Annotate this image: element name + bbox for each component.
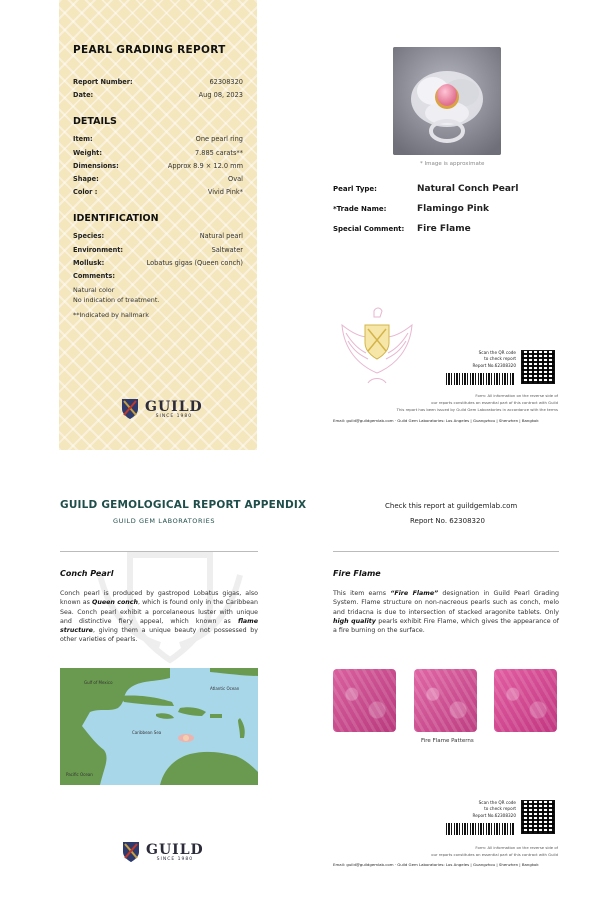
- guild-logo-text: GUILD: [145, 398, 203, 415]
- fire-text-2: designation in Guild Pearl Grading System. Flame structure on non-nacreous pearls such as conch, melo and tridacna is due to intersection of stacked aragonite tablets. Only: [333, 590, 559, 616]
- details-row: [73, 186, 243, 199]
- special-comment-row: [333, 224, 533, 244]
- map-label-gulf: Gulf of Mexico: [84, 680, 113, 685]
- pearl-ring-image: [393, 47, 501, 155]
- details-row: [73, 133, 243, 146]
- conch-emphasis-2: flame structure: [60, 617, 258, 635]
- contact-line-bottom: Email: guild@guildgemlab.com · Guild Gem Laboratories: Los Angeles | Guangzhou | Shenzhen | Bangkok: [333, 862, 539, 867]
- guild-shield-icon: [121, 398, 139, 420]
- eagle-crest-watermark: [338, 303, 416, 387]
- details-label: Color :: [73, 188, 98, 197]
- conch-text-1: Conch pearl is produced by gastropod Lobatus gigas, also known as: [60, 590, 258, 607]
- comment-no-treatment: No indication of treatment.: [73, 295, 160, 304]
- special-comment-value: Fire Flame: [417, 224, 471, 234]
- guild-since-text: SINCE 1980: [155, 413, 193, 419]
- qr-code[interactable]: [521, 350, 555, 384]
- appendix-title: GUILD GEMOLOGICAL REPORT APPENDIX: [60, 499, 307, 511]
- barcode-bottom: [446, 823, 514, 835]
- guild-logo-bottom: [122, 841, 204, 863]
- conch-pearl-paragraph: [60, 589, 258, 645]
- legal-text-2: our reports constitutes an essential part of this contract with Guild: [431, 400, 558, 405]
- guild-shield-icon-bottom: [122, 841, 140, 863]
- report-number-row: [73, 76, 243, 89]
- conch-text-3: , giving them a unique beauty not possessed by other varieties of pearls.: [60, 627, 258, 644]
- appendix-report-no: Report No. 62308320: [410, 517, 485, 525]
- identification-row: [73, 230, 243, 243]
- identification-row: [73, 257, 243, 270]
- details-value: Approx 8.9 × 12.0 mm: [167, 161, 243, 170]
- report-title: PEARL GRADING REPORT: [73, 44, 226, 56]
- details-row: [73, 160, 243, 173]
- fire-flame-heading: Fire Flame: [333, 569, 381, 578]
- check-report-text: Check this report at guildgemlab.com: [385, 502, 518, 510]
- appendix-subtitle: GUILD GEM LABORATORIES: [113, 517, 216, 525]
- report-number-value: 62308320: [209, 78, 243, 86]
- map-label-atlantic: Atlantic Ocean: [210, 686, 240, 691]
- details-value: One pearl ring: [195, 135, 243, 144]
- details-label: Dimensions:: [73, 161, 119, 170]
- map-label-caribbean: Caribbean Sea: [132, 730, 162, 735]
- conch-emphasis-1: Queen conch: [92, 599, 138, 607]
- barcode: [446, 373, 514, 385]
- contact-line: Email: guild@guildgemlab.com · Guild Gem Laboratories: Los Angeles | Guangzhou | Shenzhen | Bangkok: [333, 418, 539, 423]
- scan-qr-text-2-bottom: to check report: [484, 806, 516, 811]
- report-no-small-bottom: Report No.62308320: [472, 813, 516, 818]
- conch-pearl-heading: Conch Pearl: [60, 569, 114, 578]
- scan-qr-text-1: Scan the QR code: [478, 350, 516, 355]
- trade-name-row: [333, 204, 533, 224]
- pearl-ring-photo: [393, 47, 501, 155]
- guild-logo-text-bottom: GUILD: [146, 841, 204, 858]
- legal-text-2-bottom: our reports constitutes an essential part of this contract with Guild: [431, 852, 558, 857]
- report-date-value: Aug 08, 2023: [198, 91, 243, 100]
- details-heading: DETAILS: [73, 116, 117, 128]
- swatch-caption: Fire Flame Patterns: [421, 738, 474, 744]
- hallmark-note: **Indicated by hallmark: [73, 311, 149, 320]
- details-value: 7.885 carats**: [194, 148, 243, 157]
- details-label: Item:: [73, 135, 93, 144]
- guild-since-text-bottom: SINCE 1980: [156, 856, 194, 862]
- report-date-label: Date:: [73, 91, 94, 100]
- fire-emphasis-1: “Fire Flame”: [390, 590, 439, 597]
- identification-value: Saltwater: [211, 245, 243, 254]
- caribbean-map-image: [60, 668, 258, 785]
- fire-text-3: pearls exhibit Fire Flame, which gives the appearance of a fire burning on the surface.: [333, 617, 559, 635]
- scan-qr-text-2: to check report: [484, 356, 516, 361]
- pearl-type-value: Natural Conch Pearl: [417, 184, 519, 194]
- special-comment-label: Special Comment:: [333, 225, 405, 233]
- report-date-row: [73, 89, 243, 102]
- report-no-small: Report No.62308320: [472, 363, 516, 368]
- conch-text-2: , which is found only in the Caribbean Sea. Conch pearl exhibit a porcelaneous luster with unique and distinctive fiery appeal, which known as: [60, 599, 258, 625]
- identification-label: Species:: [73, 232, 105, 241]
- grading-report-card: [59, 0, 257, 450]
- trade-name-value: Flamingo Pink: [417, 204, 490, 214]
- map-label-pacific: Pacific Ocean: [66, 772, 93, 777]
- legal-text-3: This report has been issued by Guild Gem Laboratories in accordance with the terms: [396, 407, 558, 412]
- identification-heading: IDENTIFICATION: [73, 213, 159, 225]
- details-label: Weight:: [73, 148, 102, 157]
- fire-flame-swatch-3: [494, 669, 557, 732]
- divider-right: [333, 551, 559, 552]
- fire-text-1: This item earns: [333, 590, 391, 597]
- details-row: [73, 173, 243, 186]
- fire-flame-swatch-1: [333, 669, 396, 732]
- details-value: Oval: [228, 175, 243, 184]
- details-value: Vivid Pink*: [207, 188, 243, 197]
- trade-name-label: *Trade Name:: [333, 205, 387, 213]
- photo-caption: * Image is approximate: [420, 161, 485, 167]
- identification-label: Environment:: [73, 245, 124, 254]
- comments-row: [73, 270, 243, 283]
- comments-label: Comments:: [73, 272, 115, 281]
- guild-logo: [121, 398, 203, 420]
- qr-code-bottom[interactable]: [521, 800, 555, 834]
- comment-natural-color: Natural color: [73, 286, 115, 295]
- identification-value: Lobatus gigas (Queen conch): [146, 258, 243, 267]
- details-row: [73, 147, 243, 160]
- identification-label: Mollusk:: [73, 258, 105, 267]
- identification-row: [73, 244, 243, 257]
- legal-text-1-bottom: Form: All information on the reverse side of: [475, 845, 558, 850]
- caribbean-map: [60, 668, 258, 785]
- fire-flame-paragraph: [333, 589, 559, 635]
- pearl-type-row: [333, 184, 533, 204]
- fire-emphasis-2: high quality: [333, 617, 376, 625]
- report-number-label: Report Number:: [73, 78, 133, 86]
- legal-text-1: Form: All information on the reverse side of: [475, 393, 558, 398]
- pearl-type-label: Pearl Type:: [333, 185, 377, 193]
- pearl-info-table: [333, 184, 533, 244]
- details-label: Shape:: [73, 175, 99, 184]
- fire-flame-swatch-2: [414, 669, 477, 732]
- scan-qr-text-1-bottom: Scan the QR code: [478, 800, 516, 805]
- identification-value: Natural pearl: [199, 232, 243, 241]
